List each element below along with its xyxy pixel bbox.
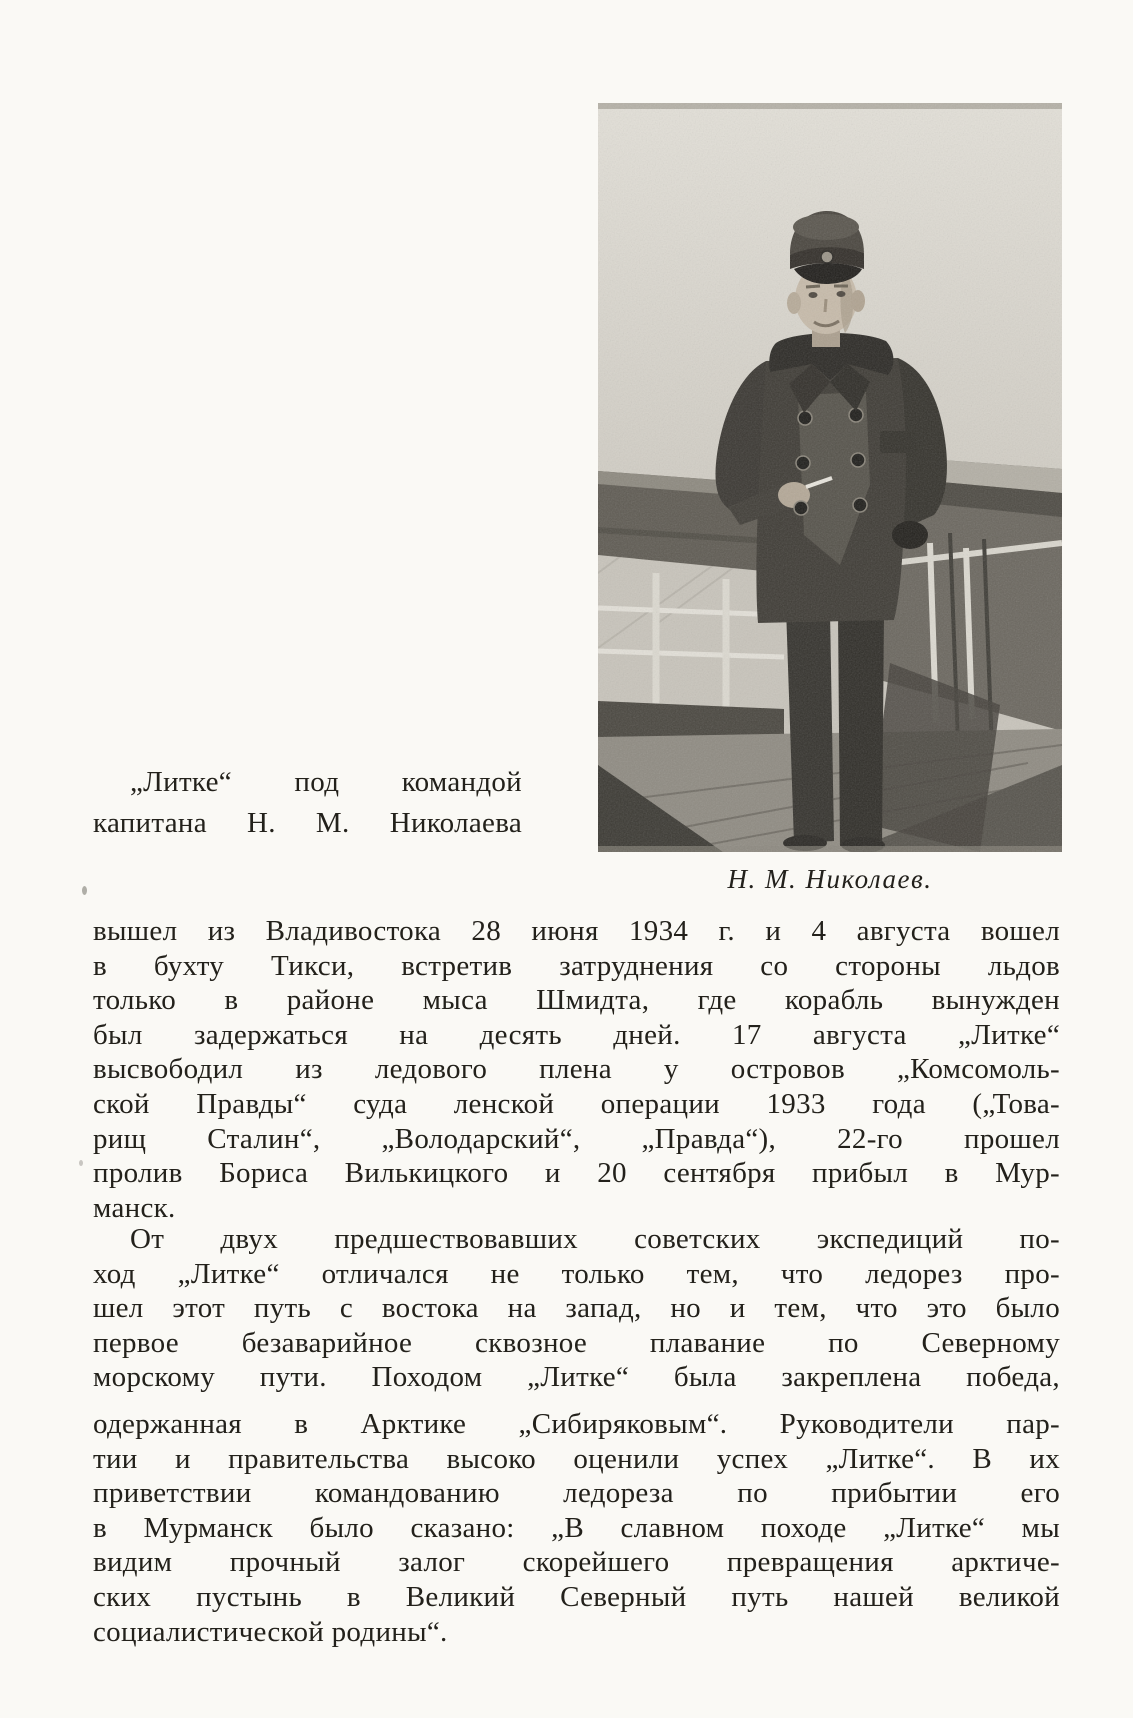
scan-speck — [82, 886, 87, 895]
text-line: манск. — [93, 1191, 176, 1224]
text-line: От двух предшествовавших советских экспедиций по- — [130, 1223, 1060, 1255]
text-line: ской Правды“ суда ленской операции 1933 года („Това- — [93, 1087, 1060, 1120]
text-line: тии и правительства высоко оценили успех „Литке“. В их — [93, 1442, 1060, 1475]
photo-illustration — [598, 103, 1062, 852]
text-line: в бухту Тикси, встретив затруднения со стороны льдов — [93, 949, 1060, 982]
text-line: в Мурманск было сказано: „В славном походе „Литке“ мы — [93, 1511, 1060, 1544]
photo-caption: Н. М. Николаев. — [727, 864, 933, 894]
text-line: высвободил из ледового плена у островов „Комсомоль- — [93, 1053, 1060, 1086]
text-line: ход „Литке“ отличался не только тем, что ледорез про- — [93, 1257, 1060, 1290]
text-line: рищ Сталин“, „Володарский“, „Правда“), 22-го прошел — [93, 1122, 1060, 1155]
text-line: социалистической родины“. — [93, 1615, 448, 1648]
text-line: ских пустынь в Великий Северный путь нашей великой — [93, 1580, 1060, 1613]
paragraph-1-full-width — [93, 914, 1060, 1225]
paragraph-2 — [93, 1222, 1060, 1395]
photo-captain-on-deck — [598, 103, 1062, 852]
text-line: первое безаварийное сквозное плавание по Северному — [93, 1326, 1060, 1359]
text-line: вышел из Владивостока 28 июня 1934 г. и 4 августа вошел — [93, 915, 1060, 947]
text-line: пролив Бориса Вилькицкого и 20 сентября прибыл в Мур- — [93, 1157, 1060, 1190]
scan-speck — [79, 1160, 83, 1166]
text-line: приветствии командованию ледореза по прибытии его — [93, 1477, 1060, 1510]
paragraph-1-narrow-column — [93, 762, 522, 844]
paragraph-3 — [93, 1407, 1060, 1649]
text-line: был задержаться на десять дней. 17 августа „Литке“ — [93, 1018, 1060, 1051]
text-line: „Литке“ под командой — [130, 766, 522, 798]
text-line: видим прочный залог скорейшего превращения арктиче- — [93, 1546, 1060, 1579]
text-line: только в районе мыса Шмидта, где корабль вынужден — [93, 984, 1060, 1017]
text-line: капитана Н. М. Николаева — [93, 807, 522, 839]
text-line: морскому пути. Походом „Литке“ была закреплена победа, — [93, 1361, 1060, 1394]
text-line: шел этот путь с востока на запад, но и тем, что это было — [93, 1292, 1060, 1325]
text-line: одержанная в Арктике „Сибиряковым“. Руководители пар- — [93, 1408, 1060, 1440]
